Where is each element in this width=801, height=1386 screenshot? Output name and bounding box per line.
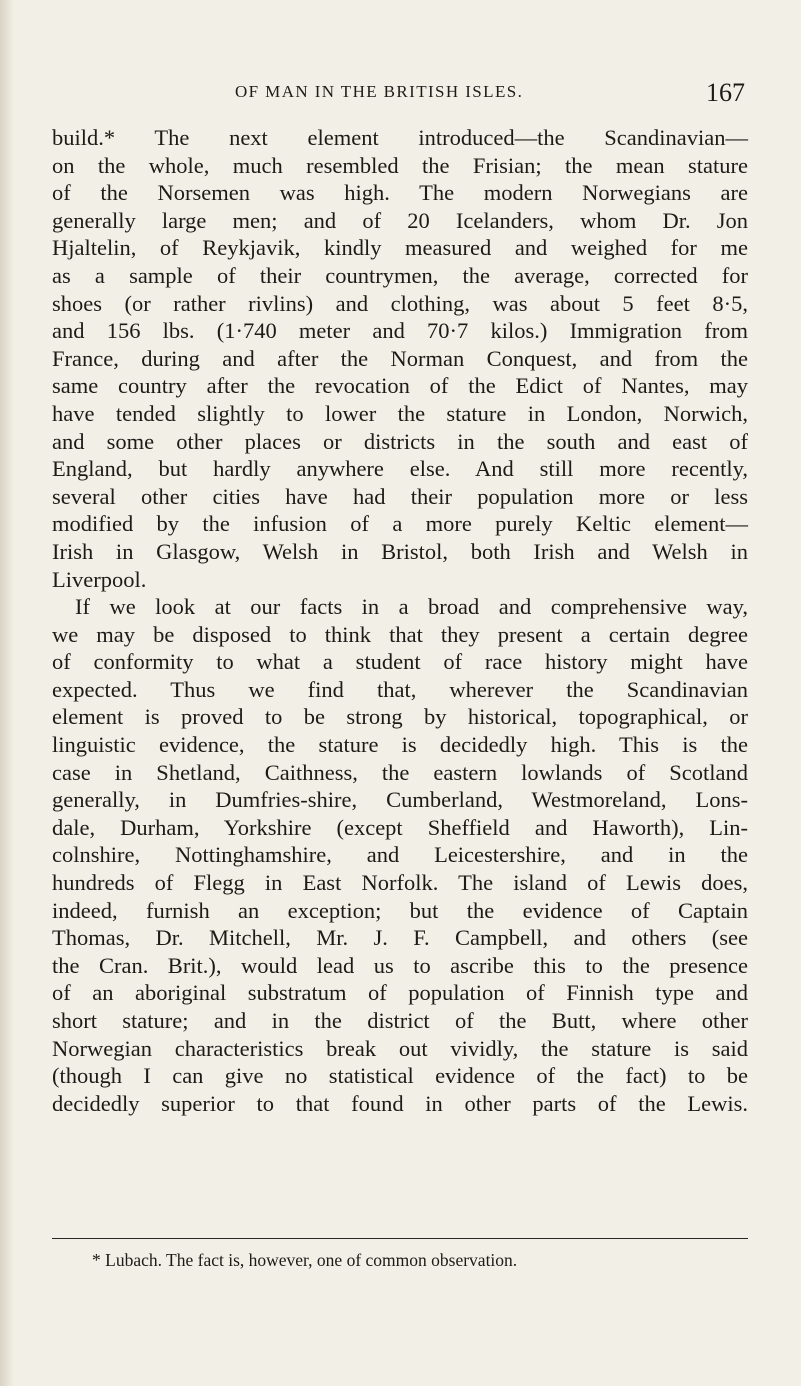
text-line: colnshire, Nottinghamshire, and Leicestershire, and in the	[52, 842, 748, 868]
text-line: on the whole, much resembled the Frisian; the mean stature	[52, 152, 748, 178]
text-line: If we look at our facts in a broad and comprehensive way,	[75, 594, 748, 620]
text-line: England, but hardly anywhere else. And still more recently,	[52, 456, 748, 482]
text-line: build.* The next element introduced—the Scandinavian—	[52, 125, 748, 150]
text-line: dale, Durham, Yorkshire (except Sheffield and Haworth), Lin-	[52, 814, 748, 840]
text-line: shoes (or rather rivlins) and clothing, was about 5 feet 8·5,	[52, 290, 748, 316]
running-title: OF MAN IN THE BRITISH ISLES.	[235, 82, 524, 101]
text-line: same country after the revocation of the Edict of Nantes, may	[52, 373, 748, 399]
text-line: indeed, furnish an exception; but the evidence of Captain	[52, 897, 748, 923]
text-line: case in Shetland, Caithness, the eastern lowlands of Scotland	[52, 759, 748, 785]
running-header	[0, 78, 801, 108]
text-line: linguistic evidence, the stature is decidedly high. This is the	[52, 732, 748, 758]
text-line: hundreds of Flegg in East Norfolk. The island of Lewis does,	[52, 870, 748, 896]
text-line: of the Norsemen was high. The modern Norwegians are	[52, 180, 748, 206]
page-number: 167	[706, 78, 745, 107]
text-line: short stature; and in the district of the Butt, where other	[52, 1008, 748, 1033]
text-line: several other cities have had their population more or less	[52, 483, 748, 509]
text-line: have tended slightly to lower the stature in London, Norwich,	[52, 400, 748, 426]
text-line: modified by the infusion of a more purely Keltic element—	[52, 511, 748, 537]
text-line: and 156 lbs. (1·740 meter and 70·7 kilos.) Immigration from	[52, 318, 748, 344]
text-line: we may be disposed to think that they present a certain degree	[52, 621, 748, 647]
text-line: generally large men; and of 20 Icelanders, whom Dr. Jon	[52, 207, 748, 233]
text-line: the Cran. Brit.), would lead us to ascribe this to the presence	[52, 952, 748, 978]
text-line: Norwegian characteristics break out vividly, the stature is said	[52, 1035, 748, 1061]
text-line: France, during and after the Norman Conquest, and from the	[52, 345, 748, 371]
body-text	[52, 124, 748, 1117]
text-line: Hjaltelin, of Reykjavik, kindly measured and weighed for me	[52, 235, 748, 261]
text-line: expected. Thus we find that, wherever the Scandinavian	[52, 676, 748, 702]
text-line: decidedly superior to that found in other parts of the Lewis.	[52, 1090, 748, 1116]
text-line: Irish in Glasgow, Welsh in Bristol, both Irish and Welsh in	[52, 538, 748, 564]
footnote: * Lubach. The fact is, however, one of common observation.	[92, 1250, 518, 1270]
text-line: as a sample of their countrymen, the average, corrected for	[52, 262, 748, 288]
text-line: of an aboriginal substratum of population of Finnish type and	[52, 980, 748, 1006]
text-line: and some other places or districts in the south and east of	[52, 428, 748, 454]
text-line: generally, in Dumfries-shire, Cumberland, Westmoreland, Lons-	[52, 787, 748, 813]
text-line: Liverpool.	[52, 566, 147, 592]
text-line: of conformity to what a student of race history might have	[52, 649, 748, 675]
page-binding-edge	[0, 0, 14, 1386]
text-line: (though I can give no statistical evidence of the fact) to be	[52, 1063, 748, 1089]
text-line: Thomas, Dr. Mitchell, Mr. J. F. Campbell, and others (see	[52, 925, 748, 951]
footnote-rule	[52, 1238, 748, 1239]
text-line: element is proved to be strong by historical, topographical, or	[52, 704, 748, 730]
